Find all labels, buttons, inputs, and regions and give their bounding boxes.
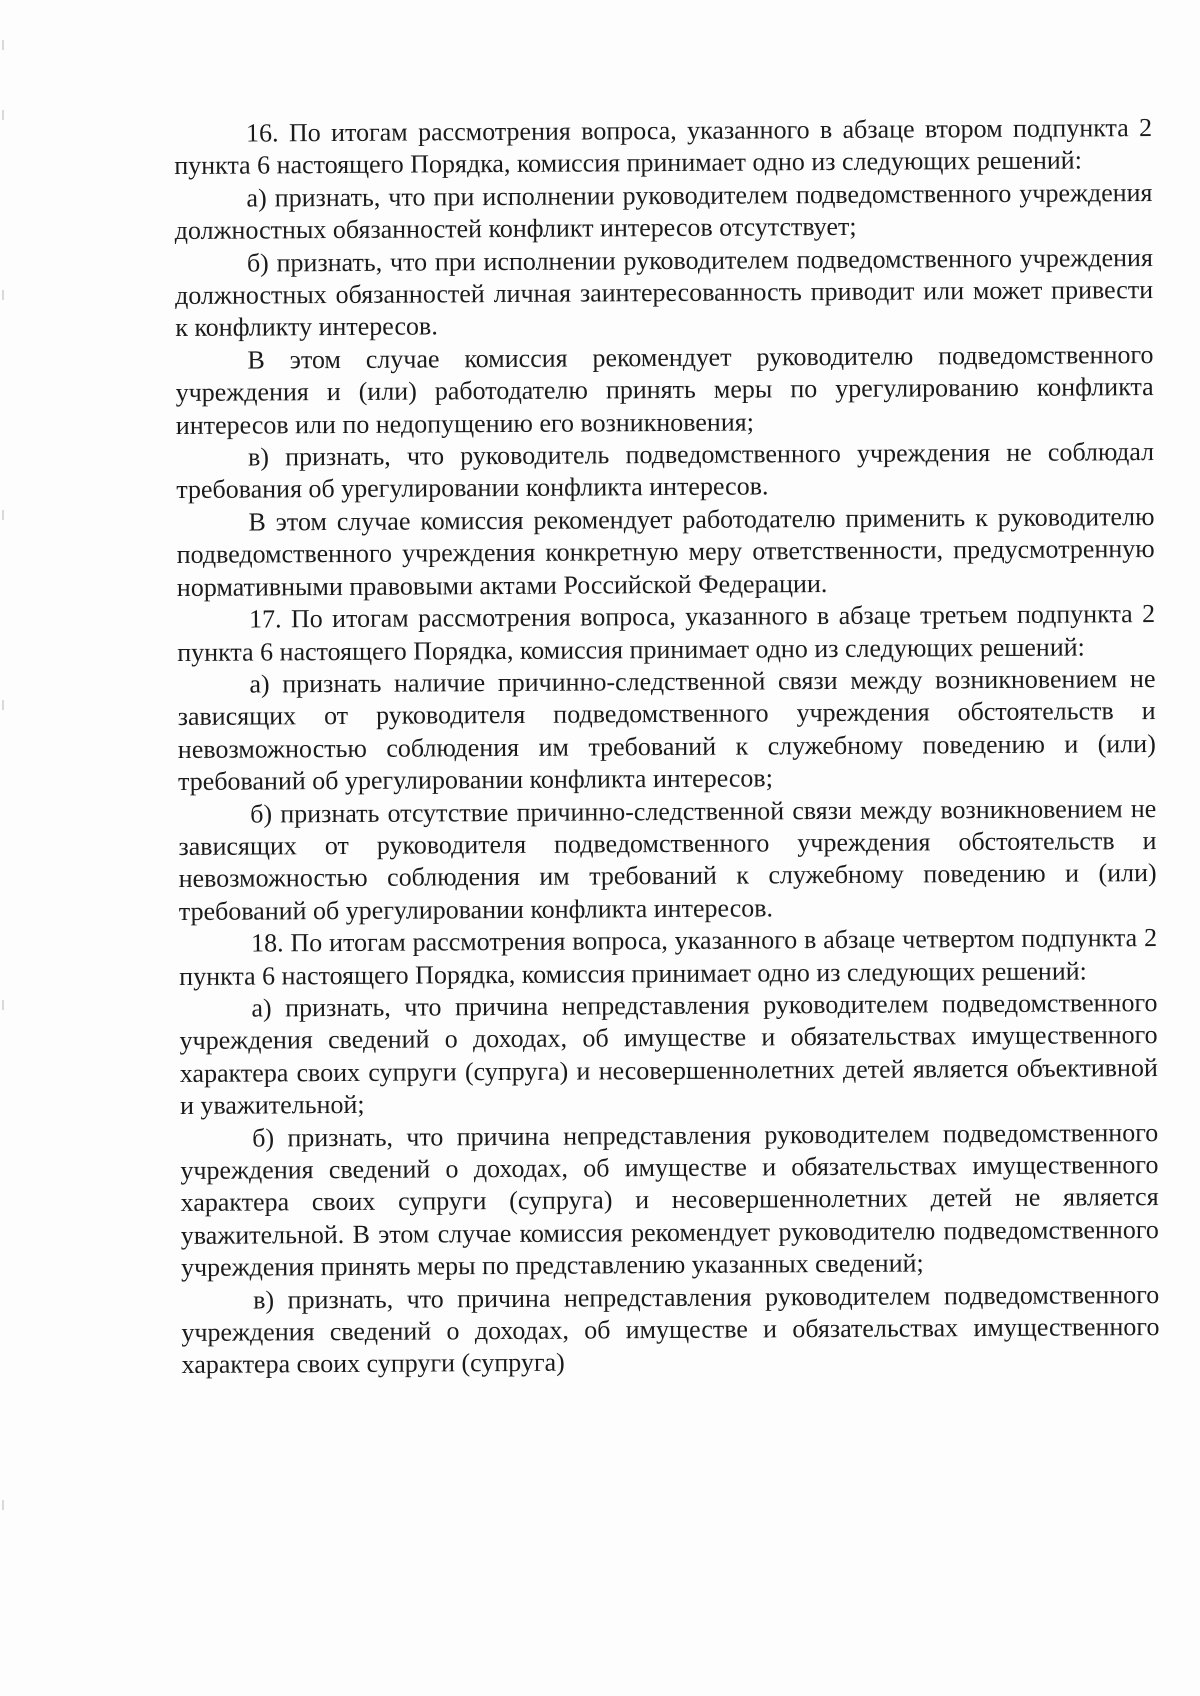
scan-mark — [2, 1000, 4, 1010]
scan-mark — [2, 510, 4, 520]
scan-mark — [2, 110, 4, 120]
scan-edge-marks — [2, 0, 12, 1696]
scan-mark — [2, 700, 4, 710]
paragraph-17-b: б) признать отсутствие причинно-следственной связи между возникновением не зависящих от руководителя подведомственного учреждения обстоятельств и невозможностью соблюдения им требований к служебному поведению и (или) требований об урегулировании конфликта интересов. — [178, 793, 1157, 926]
document-body — [174, 112, 1160, 1382]
scan-mark — [2, 40, 4, 50]
paragraph-18-v: в) признать, что причина непредставления руководителем подведомственного учреждения сведений о доходах, об имуществе и обязательствах имущественного характера своих супруги (супруга) — [181, 1279, 1160, 1380]
paragraph-17-a: а) признать наличие причинно-следственной связи между возникновением не зависящих от руководителя подведомственного учреждения обстоятельств и невозможностью соблюдения им требований к служебному поведению и (или) требований об урегулировании конфликта интересов; — [177, 663, 1156, 797]
paragraph-16: 16. По итогам рассмотрения вопроса, указанного в абзаце втором подпункта 2 пункта 6 настоящего Порядка, комиссия принимает одно из следующих решений: — [174, 113, 1153, 181]
scan-mark — [2, 1500, 4, 1510]
paragraph-17: 17. По итогам рассмотрения вопроса, указанного в абзаце третьем подпункта 2 пункта 6 настоящего Порядка, комиссия принимает одно из следующих решений: — [177, 599, 1156, 667]
paragraph-16-a: а) признать, что при исполнении руководителем подведомственного учреждения должностных обязанностей конфликт интересов отсутствует; — [174, 177, 1153, 246]
paragraph-18: 18. По итогам рассмотрения вопроса, указанного в абзаце четвертом подпункта 2 пункта 6 настоящего Порядка, комиссия принимает одно из следующих решений: — [179, 923, 1158, 991]
paragraph-18-a: а) признать, что причина непредставления руководителем подведомственного учреждения сведений о доходах, об имуществе и обязательствах имущественного характера своих супруги (супруга) и несовершеннолетних детей является объективной и уважительной; — [179, 987, 1158, 1121]
paragraph-16-v: в) признать, что руководитель подведомственного учреждения не соблюдал требования об урегулировании конфликта интересов. — [176, 437, 1155, 505]
paragraph-16-b: б) признать, что при исполнении руководителем подведомственного учреждения должностных обязанностей личная заинтересованность приводит или может привести к конфликту интересов. — [174, 242, 1154, 343]
scan-mark — [2, 290, 4, 300]
paragraph-18-b: б) признать, что причина непредставления руководителем подведомственного учреждения сведений о доходах, об имуществе и обязательствах имущественного характера своих супруги (супруга) и несовершеннолетних детей не является уважительной. В этом случае комиссия рекомендует руководителю подведомственного учреждения принять меры по представлению указанных сведений; — [180, 1117, 1159, 1283]
paragraph-16-v-note: В этом случае комиссия рекомендует работодателю применить к руководителю подведомственного учреждения конкретную меру ответственности, предусмотренную нормативными правовыми актами Российской Федерации. — [176, 501, 1155, 602]
paragraph-16-b-note: В этом случае комиссия рекомендует руководителю подведомственного учреждения и (или) работодателю принять меры по урегулированию конфликта интересов или по недопущению его возникновения; — [175, 339, 1154, 440]
